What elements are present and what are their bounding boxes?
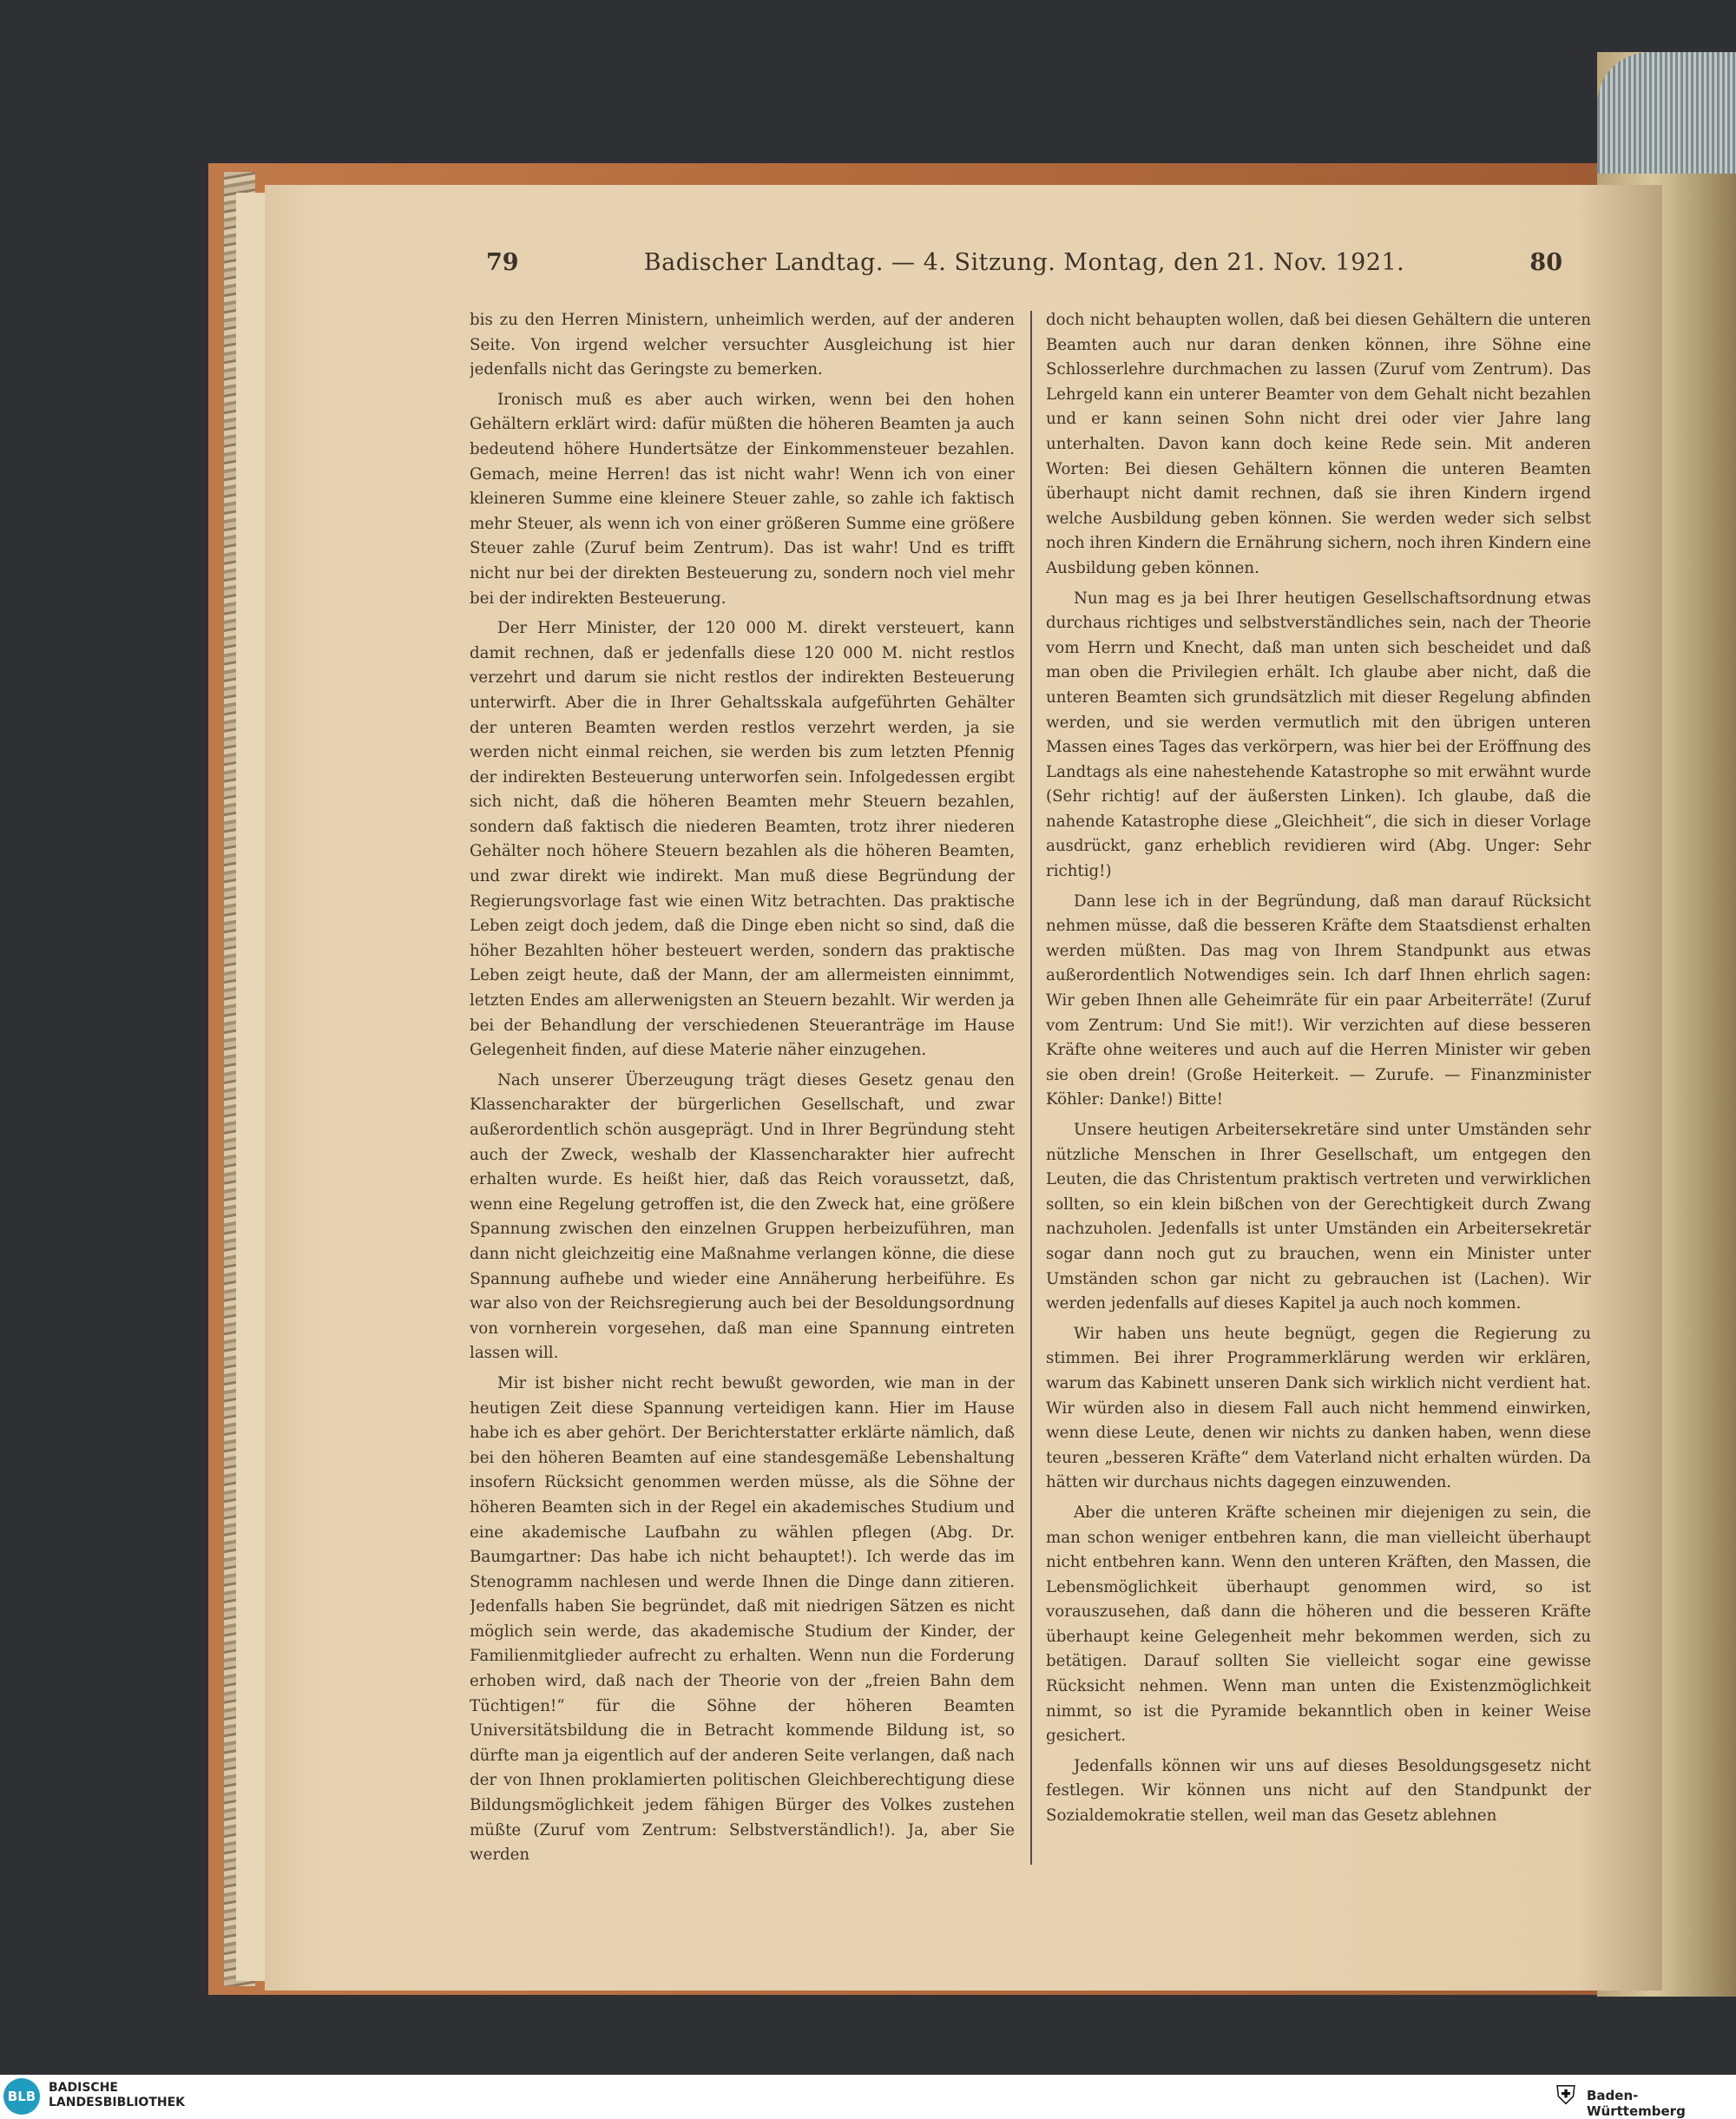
- paragraph: Unsere heutigen Arbeitersekretäre sind unter Umständen sehr nützliche Menschen in Ihrer Gesellschaft, um entgegen den Leuten, die das Christentum praktisch vertreten und verwirklichen sollten, so ein klein bißchen von der Gerechtigkeit durch Zwang nachzuholen. Jedenfalls ist unter Umständen ein Arbeitersekretär sogar dann noch gut zu brauchen, wenn ein Minister unter Umständen schon gar nicht zu gebrauchen ist (Lachen). Wir werden jedenfalls auf dieses Kapitel ja auch noch kommen.: [1046, 1121, 1591, 1313]
- state-name[interactable]: Baden-Württemberg: [1587, 2088, 1686, 2119]
- paragraph: Nun mag es ja bei Ihrer heutigen Gesellschaftsordnung etwas durchaus richtiges und selbstverständliches sein, nach der Theorie vom Herrn und Knecht, daß man unten sich bescheidet und daß man oben die Privilegien erhält. Ich glaube aber nicht, daß die unteren Beamten sich grundsätzlich mit dieser Regelung abfinden werden, und sie werden vermutlich mit den übrigen unteren Massen eines Tages das verkörpern, was hier bei der Eröffnung des Landtags als eine nahestehende Katastrophe so mit erwähnt wurde (Sehr richtig! auf der äußersten Linken). Ich glaube, daß die nahende Katastrophe diese „Gleichheit“, die sich in dieser Vorlage ausdrückt, ganz erheblich revidieren wird (Abg. Unger: Sehr richtig!): [1046, 589, 1591, 881]
- text-column-right: [1046, 308, 1591, 1875]
- page-number-left: 79: [486, 249, 519, 276]
- viewer-footer: [0, 2075, 1736, 2119]
- running-title: Badischer Landtag. — 4. Sitzung. Montag, den 21. Nov. 1921.: [643, 249, 1405, 276]
- page-number-right: 80: [1529, 249, 1562, 276]
- library-name-line1: BADISCHE: [49, 2081, 118, 2095]
- paragraph: Nach unserer Überzeugung trägt dieses Gesetz genau den Klassencharakter der bürgerlichen Gesellschaft, und zwar außerordentlich schön ausgeprägt. Und in Ihrer Begründung steht auch der Zweck, weshalb der Klassencharakter hier aufrecht erhalten wurde. Es heißt hier, daß das Reich voraussetzt, daß, wenn eine Regelung getroffen ist, die den Zweck hat, eine größere Spannung zwischen den einzelnen Gruppen herbeizuführen, man dann nicht gleichzeitig eine Maßnahme verlangen könne, die diese Spannung aufhebe und wieder eine Annäherung herbeiführe. Es war also von der Reichsregierung auch bei der Besoldungsordnung von vornherein vorgesehen, daß man eine Spannung eintreten lassen will.: [470, 1070, 1015, 1363]
- paragraph: bis zu den Herren Ministern, unheimlich werden, auf der anderen Seite. Von irgend welcher versuchter Ausgleichung ist hier jedenfalls nicht das Geringste zu bemerken.: [470, 311, 1015, 379]
- paragraph: Dann lese ich in der Begründung, daß man darauf Rücksicht nehmen müsse, daß die besseren Kräfte dem Staatsdienst erhalten werden müßten. Das mag von Ihrem Standpunkt aus etwas außerordentlich Notwendiges sein. Ich darf Ihnen ehrlich sagen: Wir geben Ihnen alle Geheimräte für ein paar Arbeiterräte! (Zuruf vom Zentrum: Und Sie mit!). Wir verzichten auf diese besseren Kräfte ohne weiteres und auch auf die Herren Minister wir geben sie oben drein! (Große Heiterkeit. — Zurufe. — Finanzminister Köhler: Danke!) Bitte!: [1046, 892, 1591, 1109]
- column-divider: [1030, 311, 1032, 1865]
- library-name-line2: LANDESBIBLIOTHEK: [49, 2096, 186, 2109]
- blb-logo-icon[interactable]: BLB: [3, 2078, 40, 2115]
- coat-of-arms-icon[interactable]: ⛨: [1555, 2081, 1576, 2111]
- paragraph: doch nicht behaupten wollen, daß bei diesen Gehältern die unteren Beamten auch nur daran denken können, ihre Söhne eine Schlosserlehre durchmachen zu lassen (Zuruf vom Zentrum). Das Lehrgeld kann ein unterer Beamter von dem Gehalt nicht bezahlen und er kann seinen Sohn nicht drei oder vier Jahre lang unterhalten. Davon kann doch keine Rede sein. Mit anderen Worten: Bei diesen Gehältern können die unteren Beamten überhaupt nicht damit rechnen, daß sie ihren Kindern irgend welche Ausbildung geben können. Sie werden weder sich selbst noch ihren Kindern die Ernährung sichern, noch ihren Kindern eine Ausbildung geben können.: [1046, 311, 1591, 577]
- paragraph: Jedenfalls können wir uns auf dieses Besoldungsgesetz nicht festlegen. Wir können uns nicht auf den Standpunkt der Sozialdemokratie stellen, weil man das Gesetz ablehnen: [1046, 1756, 1591, 1826]
- paragraph: Mir ist bisher nicht recht bewußt geworden, wie man in der heutigen Zeit diese Spannung verteidigen kann. Hier im Hause habe ich es aber gehört. Der Berichterstatter erklärte nämlich, daß bei den höheren Beamten auf eine standesgemäße Lebenshaltung insofern Rücksicht genommen werden müsse, als die Söhne der höheren Beamten sich in der Regel ein akademisches Studium und eine akademische Laufbahn zu wählen pflegen (Abg. Dr. Baumgartner: Das habe ich nicht behauptet!). Ich werde das im Stenogramm nachlesen und werde Ihnen die Dinge dann zitieren. Jedenfalls haben Sie begründet, daß mit niedrigen Sätzen es nicht möglich sein werde, das akademische Studium der Kinder, der Familienmitglieder aufrecht zu erhalten. Wenn nun die Forderung erhoben wird, daß nach der Theorie von der „freien Bahn dem Tüchtigen!“ für die Söhne der höheren Beamten Universitätsbildung die in Betracht kommende Bildung ist, so dürfte man ja eigentlich auf der anderen Seite verlangen, daß nach der von Ihnen proklamierten politischen Gleichberechtigung diese Bildungsmöglichkeit jedem fähigen Bürger des Volkes zustehen müßte (Zuruf vom Zentrum: Selbstverständlich!). Ja, aber Sie werden: [470, 1373, 1015, 1865]
- page-header: [486, 249, 1562, 284]
- text-column-left: [470, 308, 1015, 1875]
- paragraph: Der Herr Minister, der 120 000 M. direkt versteuert, kann damit rechnen, daß er jedenfalls diese 120 000 M. nicht restlos verzehrt und darum sie nicht restlos der indirekten Besteuerung unterwirft. Aber die in Ihrer Gehaltsskala aufgeführten Gehälter der unteren Beamten werden restlos verzehrt werden, ja sie werden nicht einmal reichen, sie werden bis zum letzten Pfennig der indirekten Besteuerung unterworfen sein. Infolgedessen ergibt sich nicht, daß die höheren Beamten mehr Steuern bezahlen, sondern daß faktisch die niederen Beamten, trotz ihrer niederen Gehälter noch höhere Steuern bezahlen als die höheren Beamten, und zwar direkt wie indirekt. Man muß diese Begründung der Regierungsvorlage fast wie einen Witz betrachten. Das praktische Leben zeigt doch jedem, daß die Dinge eben nicht so sind, daß die höher Bezahlten höher besteuert werden, sondern das praktische Leben zeigt heute, daß der Mann, der am allermeisten einnimmt, letzten Endes am allerwenigsten an Steuern bezahlt. Wir werden ja bei der Behandlung der verschiedenen Steueranträge im Hause Gelegenheit finden, auf diese Materie näher einzugehen.: [470, 619, 1015, 1060]
- paragraph: Aber die unteren Kräfte scheinen mir diejenigen zu sein, die man schon weniger entbehren kann, die man vielleicht überhaupt nicht entbehren kann. Wenn den unteren Kräften, den Massen, die Lebensmöglichkeit überhaupt genommen wird, so ist vorauszusehen, daß dann die höheren und die besseren Kräfte überhaupt keine Gelegenheit mehr bekommen werden, sich zu betätigen. Darauf sollten Sie vielleicht sogar eine gewisse Rücksicht nehmen. Wenn man unten die Existenzmöglichkeit nimmt, so ist die Pyramide bekanntlich oben in keiner Weise gesichert.: [1046, 1503, 1591, 1746]
- paragraph: Ironisch muß es aber auch wirken, wenn bei den hohen Gehältern erklärt wird: dafür müßten die höheren Beamten ja auch bedeutend höhere Hundertsätze der Einkommensteuer bezahlen. Gemach, meine Herren! das ist nicht wahr! Wenn ich von einer kleineren Summe eine kleinere Steuer zahle, so zahle ich faktisch mehr Steuer, als wenn ich von einer größeren Summe eine größere Steuer zahle (Zuruf beim Zentrum). Das ist wahr! Und es trifft nicht nur bei der direkten Besteuerung zu, sondern noch viel mehr bei der indirekten Besteuerung.: [470, 390, 1015, 608]
- paragraph: Wir haben uns heute begnügt, gegen die Regierung zu stimmen. Bei ihrer Programmerklärung werden wir erklären, warum das Kabinett unseren Dank sich wirklich nicht verdient hat. Wir würden also in diesem Fall auch nicht hemmend einwirken, wenn diese Leute, denen wir nichts zu danken haben, wenn diese teuren „besseren Kräfte“ dem Vaterland nicht erhalten würden. Da hätten wir durchaus nichts dagegen einzuwenden.: [1046, 1324, 1591, 1492]
- spine-headband: [1597, 52, 1736, 174]
- library-name[interactable]: [49, 2081, 185, 2110]
